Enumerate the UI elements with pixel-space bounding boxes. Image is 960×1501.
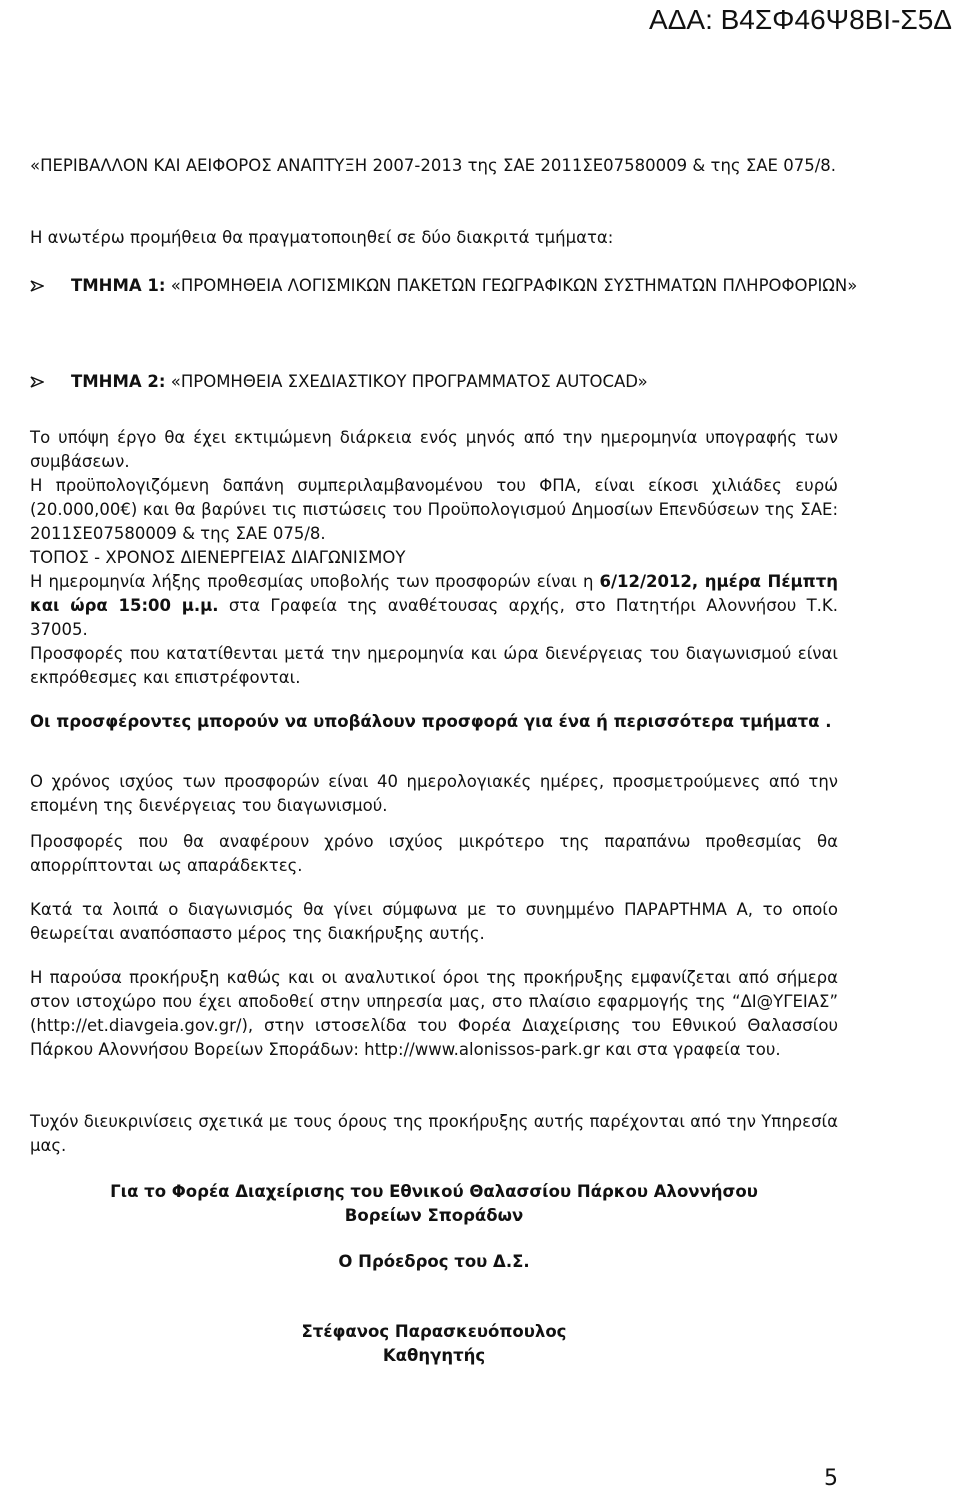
rejected-paragraph: Προσφορές που θα αναφέρουν χρόνο ισχύος μικρότερο της παραπάνω προθεσμίας θα απορρίπτονται ως απαράδεκτες. xyxy=(30,832,838,875)
part-1-label: ΤΜΗΜΑ 1: xyxy=(71,276,166,295)
signature-title: Καθηγητής xyxy=(382,1346,486,1365)
duration-paragraph: Το υπόψη έργο θα έχει εκτιμώμενη διάρκεια ενός μηνός από την ημερομηνία υπογραφής των συμβάσεων. xyxy=(30,428,838,471)
deadline-date: 6/12/2012, ημέρα Πέμπτη και ώρα 15:00 μ.μ. xyxy=(30,572,838,615)
bold-parts-paragraph: Οι προσφέροντες μπορούν να υποβάλουν προσφορά για ένα ή περισσότερα τμήματα . xyxy=(30,712,832,731)
signature-org-line-2: Βορείων Σποράδων xyxy=(344,1206,524,1225)
signature-role: Ο Πρόεδρος του Δ.Σ. xyxy=(338,1252,530,1271)
deadline-pre: Η ημερομηνία λήξης προθεσμίας υποβολής των προσφορών είναι η xyxy=(30,572,600,591)
deadline-paragraph xyxy=(30,570,838,642)
part-2-text: «ΠΡΟΜΗΘΕΙΑ ΣΧΕΔΙΑΣΤΙΚΟΥ ΠΡΟΓΡΑΜΜΑΤΟΣ AUTOCAD» xyxy=(170,372,648,391)
deadline-post: στα Γραφεία της αναθέτουσας αρχής, στο Πατητήρι Αλοννήσου Τ.Κ. 37005. xyxy=(30,596,838,639)
parts-intro: Η ανωτέρω προμήθεια θα πραγματοποιηθεί σε δύο διακριτά τμήματα: xyxy=(30,228,614,247)
arrow-bullet-icon xyxy=(30,274,50,292)
publication-paragraph: Η παρούσα προκήρυξη καθώς και οι αναλυτικοί όροι της προκήρυξης εμφανίζεται από σήμερα στον ιστοχώρο που έχει αποδοθεί στην υπηρεσία μας, στο πλαίσιο εφαρμογής της “ΔΙ@ΥΓΕΙΑΣ” (http://et.diavgeia.gov.gr/), στην ιστοσελίδα του Φορέα Διαχείρισης του Εθνικού Θαλασσίου Πάρκου Αλοννήσου Βορείων Σποράδων: http://www.alonissos-park.gr και στα γραφεία του. xyxy=(30,968,838,1059)
budget-paragraph: Η προϋπολογιζόμενη δαπάνη συμπεριλαμβανομένου του ΦΠΑ, είναι είκοσι χιλιάδες ευρώ (20.000,00€) και θα βαρύνει τις πιστώσεις του Προϋπολογισμού Δημοσίων Επενδύσεων της ΣΑΕ: 2011ΣΕ07580009 & της ΣΑΕ 075/8. xyxy=(30,476,838,543)
intro-line: «ΠΕΡΙΒΑΛΛΟΝ ΚΑΙ ΑΕΙΦΟΡΟΣ ΑΝΑΠΤΥΞΗ 2007-2013 της ΣΑΕ 2011ΣΕ07580009 & της ΣΑΕ 075/8. xyxy=(30,156,837,175)
contract-paragraph: Κατά τα λοιπά ο διαγωνισμός θα γίνει σύμφωνα με το συνημμένο ΠΑΡΑΡΤΗΜΑ Α, το οποίο θεωρείται αναπόσπαστο μέρος της διακήρυξης αυτής. xyxy=(30,900,838,943)
arrow-bullet-icon xyxy=(30,370,50,388)
signature-name: Στέφανος Παρασκευόπουλος xyxy=(301,1322,567,1341)
part-1-item xyxy=(30,274,879,298)
ada-code: ΑΔΑ: Β4ΣΦ46Ψ8ΒΙ-Σ5Δ xyxy=(649,4,952,35)
place-time-heading: ΤΟΠΟΣ - ΧΡΟΝΟΣ ΔΙΕΝΕΡΓΕΙΑΣ ΔΙΑΓΩΝΙΣΜΟΥ xyxy=(30,548,406,567)
part-1-text: «ΠΡΟΜΗΘΕΙΑ ΛΟΓΙΣΜΙΚΩΝ ΠΑΚΕΤΩΝ ΓΕΩΓΡΑΦΙΚΩΝ ΣΥΣΤΗΜΑΤΩΝ ΠΛΗΡΟΦΟΡΙΩΝ» xyxy=(170,276,858,295)
part-2-item xyxy=(30,370,879,394)
clarifications-paragraph: Τυχόν διευκρινίσεις σχετικά με τους όρους της προκήρυξης αυτής παρέχονται από την Υπηρεσία μας. xyxy=(30,1112,838,1155)
signature-org-line-1: Για το Φορέα Διαχείρισης του Εθνικού Θαλασσίου Πάρκου Αλοννήσου xyxy=(110,1182,758,1201)
validity-paragraph: Ο χρόνος ισχύος των προσφορών είναι 40 ημερολογιακές ημέρες, προσμετρούμενες από την επομένη της διενέργειας του διαγωνισμού. xyxy=(30,772,838,815)
part-2-label: ΤΜΗΜΑ 2: xyxy=(71,372,166,391)
late-offers-paragraph: Προσφορές που κατατίθενται μετά την ημερομηνία και ώρα διενέργειας του διαγωνισμού είναι εκπρόθεσμες και επιστρέφονται. xyxy=(30,644,838,687)
page-number: 5 xyxy=(824,1466,838,1491)
